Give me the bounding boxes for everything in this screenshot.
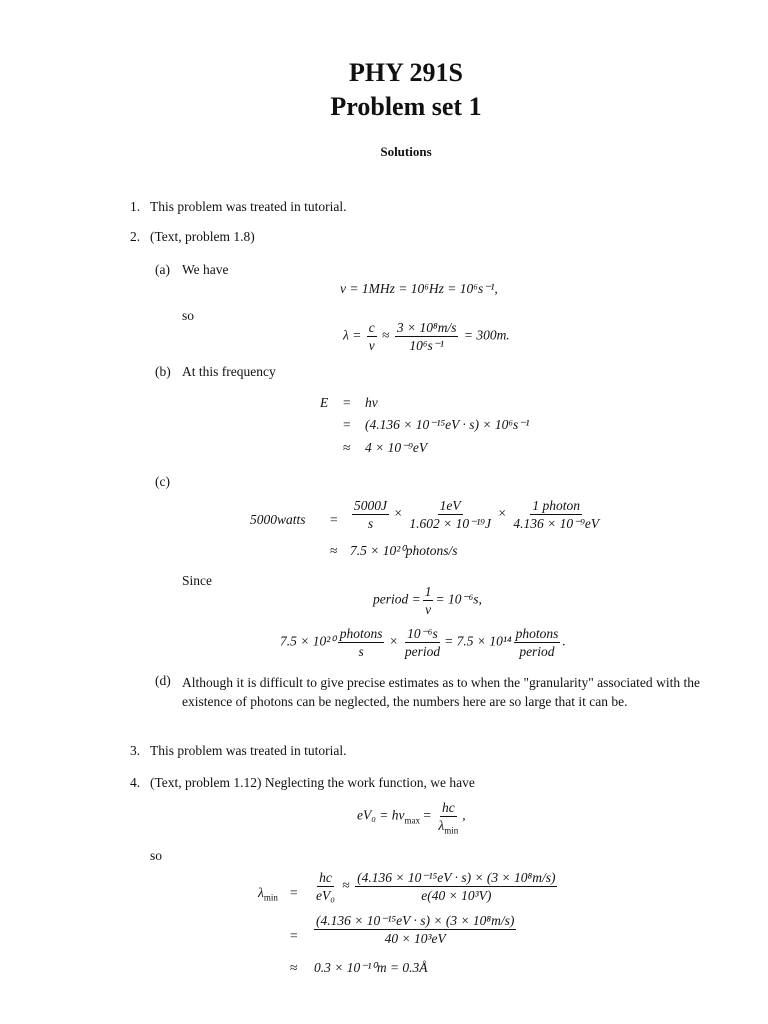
period-equation: [373, 584, 482, 617]
part-d-text: Although it is difficult to give precise estimates as to when the "granularity" associated with the existence of photons can be neglected, the numbers here are so large that it can be.: [182, 675, 700, 709]
energy-rhs-2: (4.136 × 10⁻¹⁵eV · s) × 10⁶s⁻¹: [365, 417, 530, 432]
approx-symbol: ≈: [382, 327, 390, 343]
speed-of-light: 3 × 10⁸m/s: [396, 320, 457, 335]
ev0-denominator: eV₀: [316, 888, 335, 903]
period-num: 1: [424, 584, 432, 599]
eq-lhs: eV₀ = hν: [357, 807, 405, 823]
hc-numerator: hc: [319, 870, 332, 885]
hc-num: hc: [441, 800, 455, 815]
energy-approx: ≈: [343, 440, 351, 455]
energy-rhs-3: 4 × 10⁻⁹eV: [365, 440, 428, 455]
problem-1-text: This problem was treated in tutorial.: [150, 199, 347, 214]
photons-per-period-equation: 7.5 × 10²⁰ $\frac{\text{photons}}{s}$ × $\frac{\text{10⁻⁶s}}{\text{period}}$ = 7.5 × 10¹⁴ $\frac{\text{photons}}{\text{period}}$ .: [280, 626, 566, 659]
voltage-energy: e(40 × 10³V): [421, 888, 492, 903]
photon-rate: 7.5 × 10²⁰photons/s: [350, 543, 458, 558]
part-a-so: so: [182, 308, 195, 323]
lambda-final: 0.3 × 10⁻¹⁰m = 0.3Å: [314, 960, 428, 975]
photons-word: photons: [515, 626, 559, 641]
photons-word: photons: [339, 626, 383, 641]
power-lhs: 5000watts: [250, 512, 306, 527]
kev-energy: 40 × 10³eV: [384, 931, 446, 946]
part-a-text: We have: [182, 262, 229, 277]
wavelength-equation: [343, 320, 510, 353]
power-fraction-product: [350, 498, 603, 531]
period-word: period: [404, 644, 441, 659]
problem-3-text: This problem was treated in tutorial.: [150, 743, 347, 758]
power-eq: =: [330, 512, 338, 527]
lambda-min-lhs: $\lambda_{min}$: [258, 885, 278, 903]
period-lhs: period =: [373, 591, 421, 607]
solutions-heading: Solutions: [380, 144, 432, 159]
times-symbol: ×: [389, 633, 398, 649]
part-b-label: (b): [155, 364, 171, 379]
part-c-label: (c): [155, 474, 170, 489]
frac-c: c: [368, 320, 375, 335]
problem-4-text: (Text, problem 1.12) Neglecting the work function, we have: [150, 775, 475, 790]
times-symbol: ×: [394, 505, 402, 521]
energy-joules: 5000J: [354, 498, 387, 513]
seconds-word: s: [358, 644, 364, 659]
period-word: period: [519, 644, 555, 659]
energy-rhs-1: hν: [365, 395, 378, 410]
problem-4-number: 4.: [130, 775, 141, 790]
problem-4-so: so: [150, 848, 163, 863]
power-approx: ≈: [330, 543, 338, 558]
period-rhs: = 10⁻⁶s,: [435, 591, 482, 607]
lambda-line-2: [312, 913, 518, 946]
equals-symbol: =: [423, 807, 432, 823]
approx-symbol: ≈: [342, 877, 350, 893]
since-text: Since: [182, 573, 212, 588]
problem-1-number: 1.: [130, 199, 141, 214]
one-photon: 1 photon: [532, 498, 581, 513]
per-second: s: [367, 516, 374, 531]
photoelectric-equation: $eV_0 = h\nu_{max}$ = $\frac{hc}{\lambda_{min}}$ ,: [357, 800, 466, 836]
wavelength-lhs: λ =: [343, 327, 365, 343]
problem-set-title: Problem set 1: [330, 92, 482, 121]
max-subscript: max: [404, 815, 421, 826]
problem-3-number: 3.: [130, 743, 141, 758]
course-title: PHY 291S: [349, 58, 463, 87]
part-a-label: (a): [155, 262, 170, 277]
period-den: ν: [425, 602, 432, 617]
lambda-approx: ≈: [290, 960, 298, 975]
electron-volt: 1eV: [439, 498, 461, 513]
wavelength-result: = 300m.: [463, 327, 510, 343]
lambda-min-den: $\lambda_{min}$: [438, 818, 459, 836]
lambda-line-1: [312, 870, 559, 903]
hc-product: (4.136 × 10⁻¹⁵eV · s) × (3 × 10⁸m/s): [357, 870, 556, 885]
photon-energy: 4.136 × 10⁻⁹eV: [513, 516, 600, 531]
times-symbol: ×: [498, 505, 506, 521]
frac-nu: ν: [368, 338, 375, 353]
joule-conversion: 1.602 × 10⁻¹⁹J: [409, 516, 491, 531]
rate-prefix: 7.5 × 10²⁰: [280, 633, 336, 649]
energy-eq-2: =: [343, 417, 351, 432]
problem-2-number: 2.: [130, 229, 141, 244]
part-d-label: (d): [155, 673, 171, 688]
energy-eq-1: =: [343, 395, 351, 410]
lambda-eq-1: =: [290, 885, 298, 900]
photons-per-period-value: = 7.5 × 10¹⁴: [444, 633, 512, 649]
problem-2-text: (Text, problem 1.8): [150, 229, 255, 244]
lambda-eq-2: =: [290, 928, 298, 943]
frequency-value: 10⁶s⁻¹: [409, 338, 444, 353]
part-b-text: At this frequency: [182, 364, 276, 379]
energy-lhs: E: [320, 395, 329, 410]
frequency-equation: ν = 1MHz = 10⁶Hz = 10⁶s⁻¹,: [340, 281, 498, 296]
period-seconds: 10⁻⁶s: [407, 626, 438, 641]
hc-product-2: (4.136 × 10⁻¹⁵eV · s) × (3 × 10⁸m/s): [316, 913, 515, 928]
